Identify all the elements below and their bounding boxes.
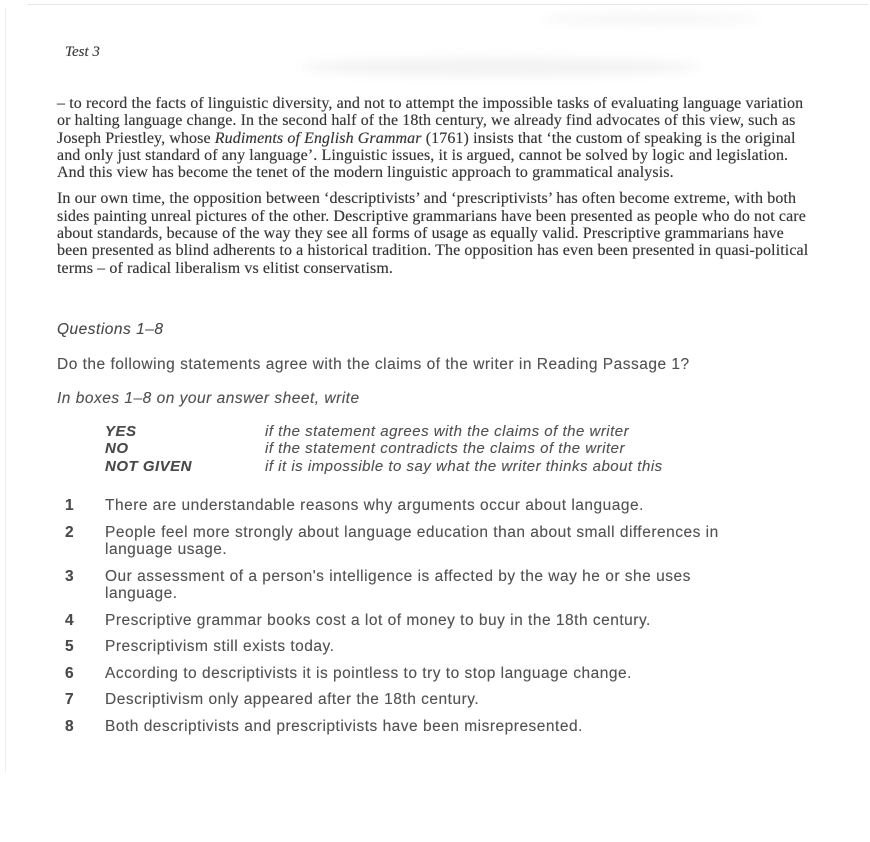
question-text: Both descriptivists and prescriptivists have been misrepresented. (105, 717, 583, 735)
answer-key (105, 423, 817, 476)
reading-passage (57, 95, 817, 277)
passage-text: – to record the facts of linguistic diversity, and not to attempt the impossible tasks of evaluating language variation or halting language change. In the second half of the 18th century, we already find advocates of this view, such as Joseph Priestley, whose (57, 95, 804, 147)
test-header: Test 3 (65, 44, 100, 60)
answer-sheet-note: In boxes 1–8 on your answer sheet, write (57, 389, 360, 407)
passage-paragraph-2: In our own time, the opposition between ‘descriptivists’ and ‘prescriptivists’ has often become extreme, with both sides painting unreal pictures of the other. Descriptive grammarians have been presented as people who do not care about standards, because of the way they see all forms of usage as equally valid. Prescriptive grammarians have been presented as blind adherents to a historical tradition. The opposition has even been presented in quasi-political terms – of radical liberalism vs elitist conservatism. (57, 190, 809, 277)
questions-section (57, 321, 817, 736)
question-text: There are understandable reasons why arguments occur about language. (105, 497, 644, 515)
key-definition: if the statement contradicts the claims of the writer (265, 440, 625, 458)
question-number: 2 (65, 523, 75, 541)
question-number: 7 (65, 691, 75, 709)
question-number: 8 (65, 717, 75, 735)
questions-heading: Questions 1–8 (57, 320, 164, 338)
key-label: YES (105, 422, 137, 440)
questions-instruction: Do the following statements agree with the claims of the writer in Reading Passage 1? (57, 355, 690, 373)
question-item (57, 665, 817, 683)
book-title-italic: Rudiments of English Grammar (214, 129, 422, 147)
question-text: Prescriptivism still exists today. (105, 638, 335, 656)
question-number: 3 (65, 567, 75, 585)
key-row-not-given (105, 458, 817, 476)
question-item (57, 718, 817, 736)
question-number: 6 (65, 664, 75, 682)
question-text: Our assessment of a person's intelligence is affected by the way he or she uses language. (105, 567, 691, 603)
question-number: 5 (65, 638, 75, 656)
key-definition: if the statement agrees with the claims of the writer (265, 422, 630, 440)
passage-paragraph-1 (57, 95, 817, 181)
question-item (57, 497, 817, 515)
passage-text: (1761) insists that ‘the custom of speaking is the original and only just standard of any language’. Linguistic issues, it is argued, cannot be solved by logic and legislation. And this view has become the tenet of the modern linguistic approach to grammatical analysis. (57, 129, 796, 182)
question-item (57, 568, 817, 603)
question-text: Prescriptive grammar books cost a lot of money to buy in the 18th century. (105, 611, 651, 629)
question-number: 1 (65, 497, 75, 515)
question-item (57, 691, 817, 709)
question-text: According to descriptivists it is pointless to try to stop language change. (105, 664, 632, 682)
key-row-no (105, 440, 817, 458)
question-item (57, 524, 817, 559)
question-number: 4 (65, 611, 75, 629)
question-item (57, 612, 817, 630)
question-text: Descriptivism only appeared after the 18th century. (105, 691, 480, 709)
key-definition: if it is impossible to say what the writer thinks about this (265, 457, 663, 475)
question-text: People feel more strongly about language education than about small differences in language usage. (105, 523, 719, 559)
key-row-yes (105, 423, 817, 441)
question-item (57, 638, 817, 656)
key-label: NOT GIVEN (105, 457, 193, 475)
question-list (57, 497, 817, 735)
key-label: NO (105, 440, 129, 458)
